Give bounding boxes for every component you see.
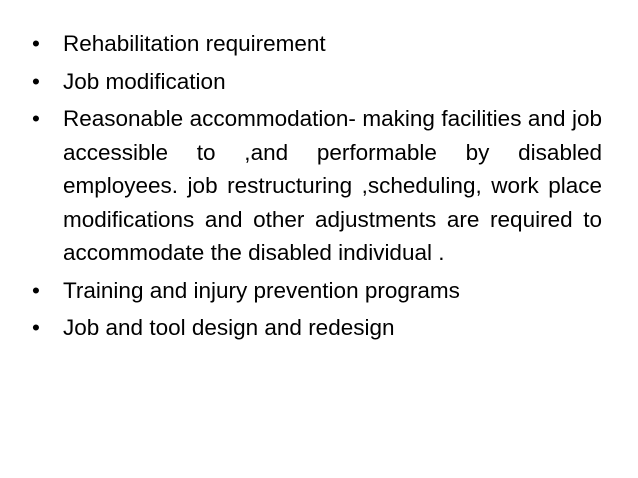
bullet-text: Training and injury prevention programs xyxy=(63,277,460,303)
bullet-text: Rehabilitation requirement xyxy=(63,31,326,56)
bullet-dot-icon: • xyxy=(32,31,40,56)
bullet-dot-icon: • xyxy=(32,68,40,94)
bullet-text: Reasonable accommodation- making facilities and job accessible to ,and performable by disabled employees. job restructuring ,scheduling, work place modifications and other adjustments are required to accommodate the disabled individual . xyxy=(63,106,602,265)
bullet-dot-icon: • xyxy=(32,106,40,131)
bullet-dot-icon: • xyxy=(32,277,40,303)
bullet-item-training xyxy=(32,274,602,308)
bullet-item-rehabilitation xyxy=(32,27,602,61)
bullet-item-job-modification xyxy=(32,65,602,99)
bullet-list xyxy=(32,27,602,349)
bullet-text: Job and tool design and redesign xyxy=(63,315,395,340)
bullet-item-reasonable-accommodation xyxy=(32,102,602,270)
bullet-text: Job modification xyxy=(63,68,226,94)
bullet-item-job-tool-design xyxy=(32,311,602,345)
bullet-dot-icon: • xyxy=(32,315,40,340)
